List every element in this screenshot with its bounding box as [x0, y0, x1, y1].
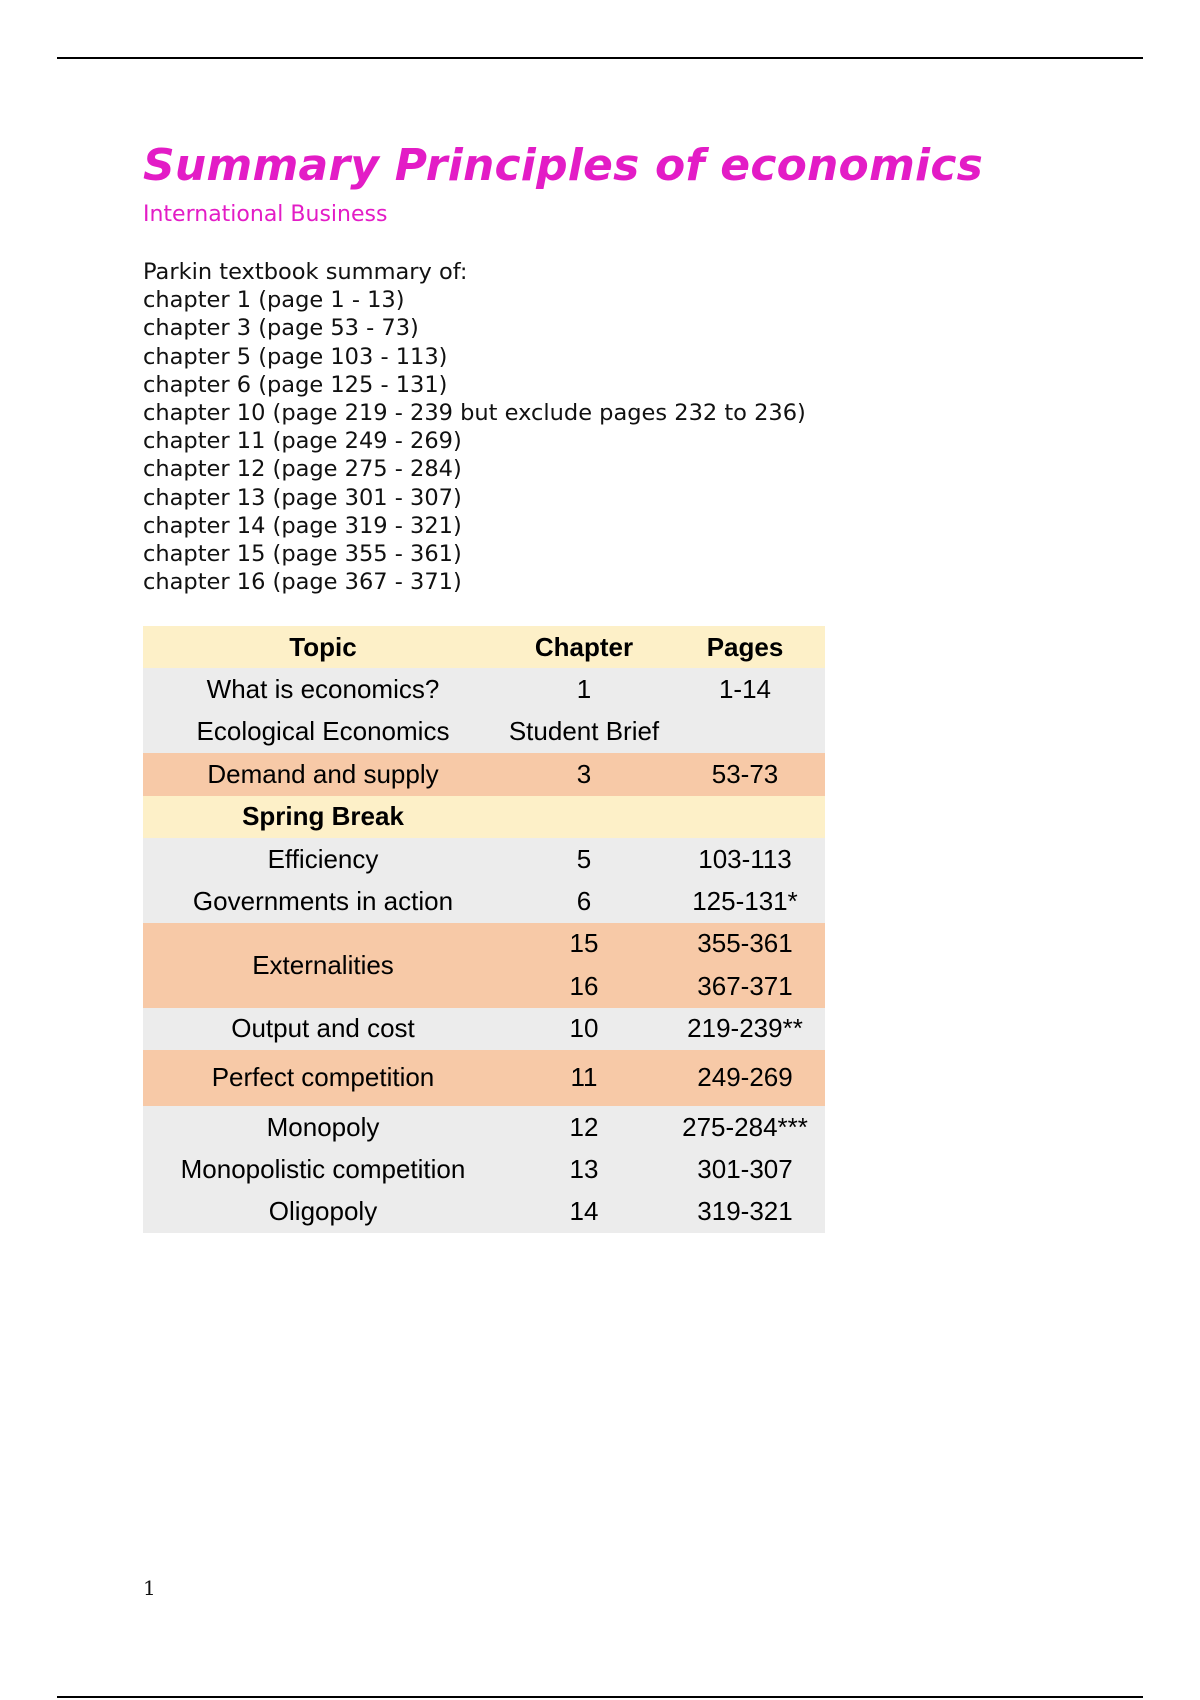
- table-row: [143, 1008, 825, 1050]
- header-pages: Pages: [706, 631, 784, 662]
- pages-cell: 53-73: [711, 758, 779, 789]
- table-row: [143, 923, 825, 965]
- chapter-line: chapter 13 (page 301 - 307): [143, 484, 462, 511]
- top-rule: [57, 57, 1143, 59]
- pages-cell: 103-113: [698, 843, 792, 874]
- pages-cell: 125-131*: [692, 886, 798, 917]
- topic-cell: Monopoly: [266, 1111, 380, 1142]
- table-row: [143, 1191, 825, 1233]
- chapter-cell: 5: [576, 843, 592, 874]
- chapter-cell: [503, 796, 665, 838]
- topic-cell: Governments in action: [192, 886, 454, 917]
- topic-cell: Externalities: [252, 949, 394, 980]
- chapter-line: chapter 10 (page 219 - 239 but exclude pages 232 to 236): [143, 400, 806, 427]
- table-row: [143, 1050, 825, 1106]
- table-row: [143, 668, 825, 710]
- chapter-line: chapter 14 (page 319 - 321): [143, 512, 462, 539]
- topic-cell: Output and cost: [231, 1013, 415, 1044]
- topic-cell: Spring Break: [242, 801, 404, 832]
- pages-cell: 301-307: [697, 1153, 793, 1184]
- document-subtitle: International Business: [143, 202, 388, 227]
- chapter-line: chapter 11 (page 249 - 269): [143, 428, 462, 455]
- table-row: [143, 711, 825, 753]
- chapter-line: chapter 12 (page 275 - 284): [143, 456, 462, 483]
- table-header-row: [143, 626, 825, 668]
- topic-cell: Monopolistic competition: [180, 1153, 466, 1184]
- topic-cell: Oligopoly: [268, 1196, 378, 1227]
- topic-cell: Efficiency: [267, 843, 379, 874]
- document-title: Summary Principles of economics: [143, 140, 983, 191]
- pages-cell: 249-269: [697, 1062, 793, 1093]
- schedule-table: [143, 626, 825, 1233]
- chapter-line: chapter 15 (page 355 - 361): [143, 541, 462, 568]
- topic-cell: Perfect competition: [211, 1062, 435, 1093]
- chapter-cell: 13: [569, 1153, 599, 1184]
- chapter-cell: 10: [569, 1013, 599, 1044]
- chapter-cell: 15: [569, 928, 599, 959]
- chapter-cell: 16: [569, 970, 599, 1001]
- pages-cell: 355-361: [697, 928, 793, 959]
- topic-cell: What is economics?: [206, 674, 440, 705]
- pages-cell: 367-371: [697, 970, 793, 1001]
- table-row: [143, 1148, 825, 1190]
- chapter-cell: 3: [576, 758, 592, 789]
- table-row: [143, 880, 825, 922]
- table-row: [143, 1106, 825, 1148]
- table-row: [143, 796, 825, 838]
- chapter-cell: 1: [576, 674, 592, 705]
- pages-cell: 1-14: [718, 674, 772, 705]
- header-chapter: Chapter: [534, 631, 634, 662]
- chapter-line: chapter 1 (page 1 - 13): [143, 287, 405, 314]
- chapter-cell: 12: [569, 1111, 599, 1142]
- pages-cell: [665, 711, 825, 753]
- intro-heading: Parkin textbook summary of:: [143, 259, 468, 285]
- table-row: [143, 838, 825, 880]
- table-row: [143, 753, 825, 795]
- pages-cell: 319-321: [697, 1196, 793, 1227]
- pages-cell: 275-284***: [682, 1111, 808, 1142]
- pages-cell: 219-239**: [687, 1013, 803, 1044]
- page-number: 1: [143, 1576, 156, 1600]
- bottom-rule: [57, 1696, 1143, 1698]
- chapter-cell: 6: [576, 886, 592, 917]
- pages-cell: [665, 796, 825, 838]
- chapter-line: chapter 16 (page 367 - 371): [143, 569, 462, 596]
- chapter-cell: 14: [569, 1196, 599, 1227]
- header-topic: Topic: [289, 631, 357, 662]
- chapter-line: chapter 6 (page 125 - 131): [143, 371, 448, 398]
- chapter-cell: Student Brief: [508, 716, 660, 747]
- topic-cell: Demand and supply: [207, 758, 439, 789]
- topic-cell: Ecological Economics: [196, 716, 450, 747]
- chapter-cell: 11: [570, 1062, 598, 1093]
- chapter-line: chapter 5 (page 103 - 113): [143, 343, 448, 370]
- chapter-list: [143, 258, 806, 596]
- chapter-line: chapter 3 (page 53 - 73): [143, 315, 419, 342]
